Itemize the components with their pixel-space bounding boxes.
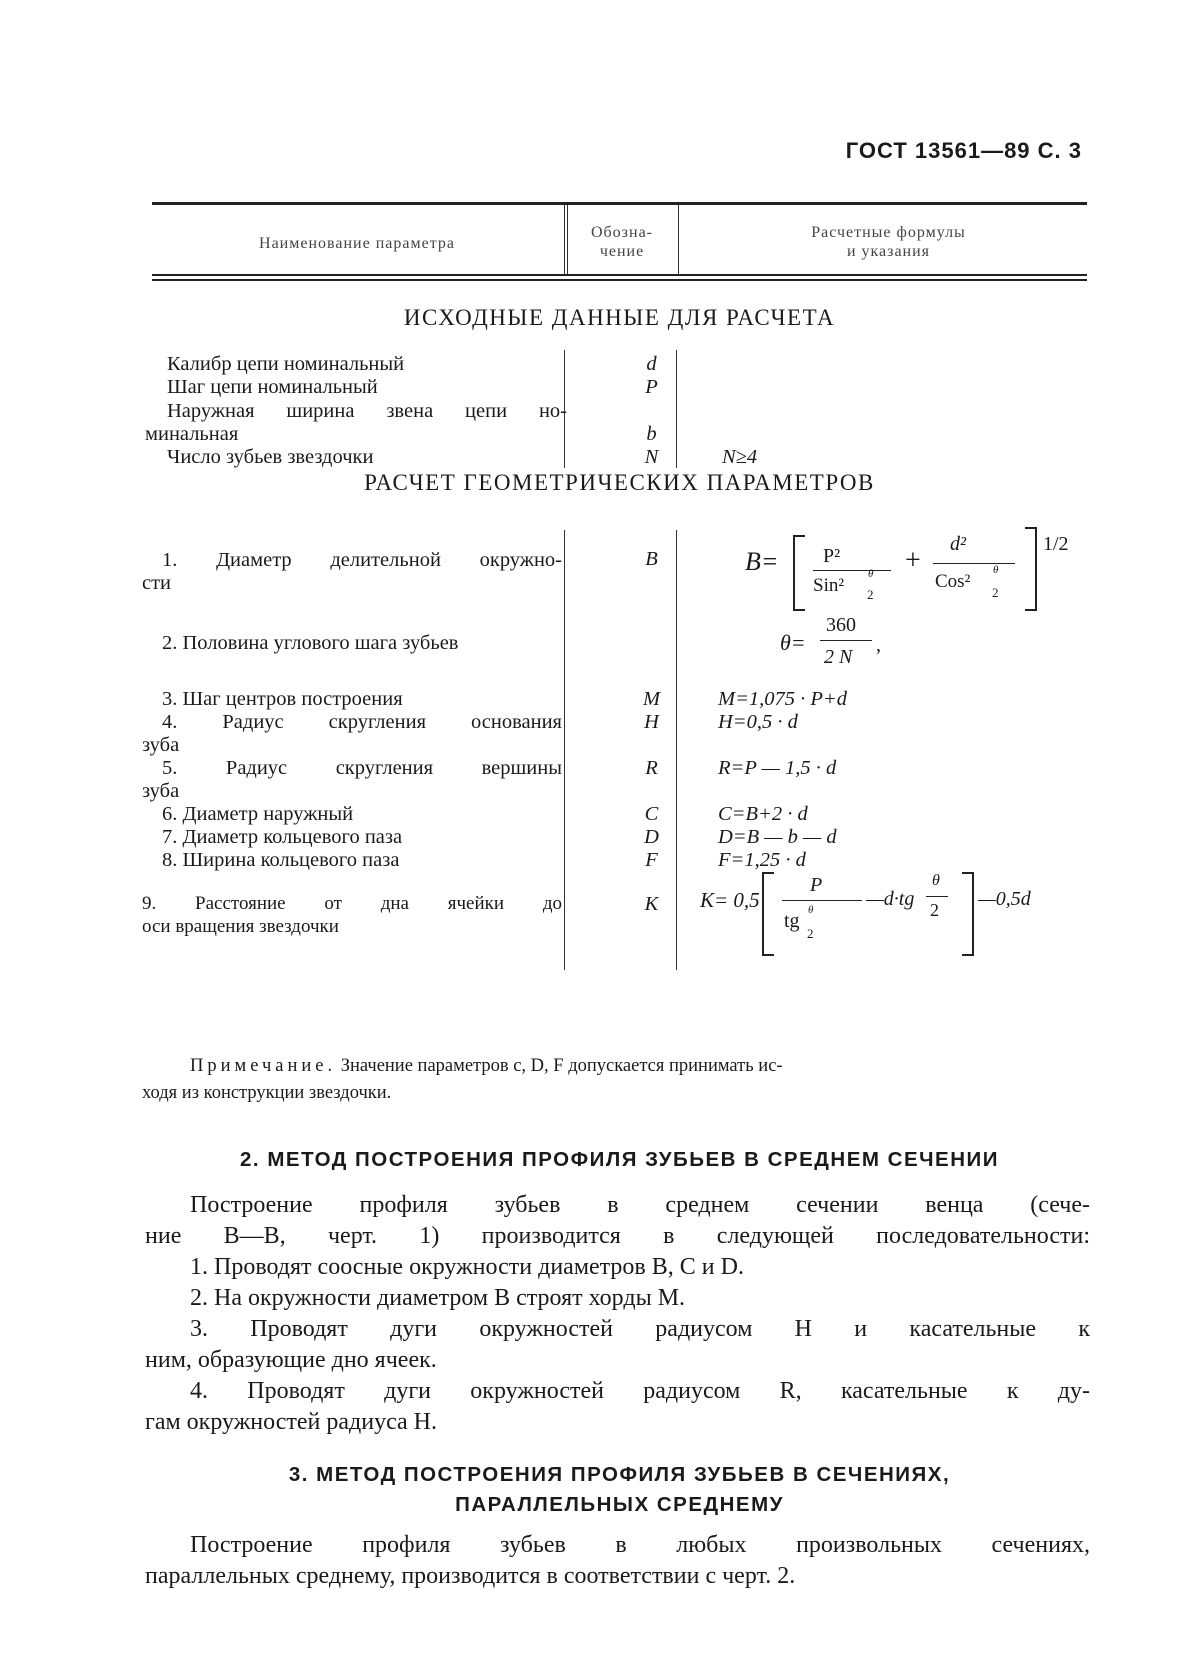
section-2-body: Построение профиля зубьев в среднем сечении венца (сече- ние B—B, черт. 1) производится в следующей последовательности: 1. Проводят соосные окружности диаметров B, C и D. 2. На окружности диаметром B строят хорды M. 3. Проводят дуги окружностей радиусом H и касательные к ним, образующие дно ячеек. 4. Проводят дуги окружностей радиусом R, касательные к ду- гам окружностей радиуса H. — [145, 1192, 1090, 1435]
col-header-symbol: Обозна- чение — [590, 224, 653, 260]
section-2-title: 2. МЕТОД ПОСТРОЕНИЯ ПРОФИЛЯ ЗУБЬЕВ В СРЕДНЕМ СЕЧЕНИИ — [240, 1148, 999, 1171]
note-continuation: ходя из конструкции звездочки. — [142, 1083, 392, 1103]
section-calc-title: РАСЧЕТ ГЕОМЕТРИЧЕСКИХ ПАРАМЕТРОВ — [364, 470, 875, 495]
table-head-rule — [152, 274, 1087, 276]
table-top-rule — [152, 202, 1087, 205]
col-divider — [564, 205, 565, 275]
section-3-title: 3. МЕТОД ПОСТРОЕНИЯ ПРОФИЛЯ ЗУБЬЕВ В СЕЧЕНИЯХ, ПАРАЛЛЕЛЬНЫХ СРЕДНЕМУ — [288, 1463, 951, 1516]
formula-diameter: B= P² Sin² θ 2 + d² Cos² θ 2 1/2 — [745, 535, 1085, 615]
symbol: B — [645, 548, 658, 570]
note: Примечание. Значение параметров c, D, F допускается принимать ис- — [190, 1056, 783, 1076]
table-head-rule — [152, 279, 1087, 281]
section-input-title: ИСХОДНЫЕ ДАННЫЕ ДЛЯ РАСЧЕТА — [403, 305, 836, 330]
page-header: ГОСТ 13561—89 С. 3 — [845, 138, 1082, 163]
formula-half-angle: θ= 360 2 N , — [780, 614, 881, 668]
formula-distance: K= 0,5 P tg θ 2 —d·tg θ 2 —0,5d — [700, 866, 1085, 956]
section-3-body: Построение профиля зубьев в любых произвольных сечениях, параллельных среднему, производится в соответствии с черт. 2. — [145, 1532, 1090, 1589]
col-header-name: Наименование параметра — [259, 235, 455, 252]
col-divider — [678, 205, 679, 275]
col-divider — [567, 205, 568, 275]
col-header-formula: Расчетные формулы и указания — [811, 224, 966, 260]
